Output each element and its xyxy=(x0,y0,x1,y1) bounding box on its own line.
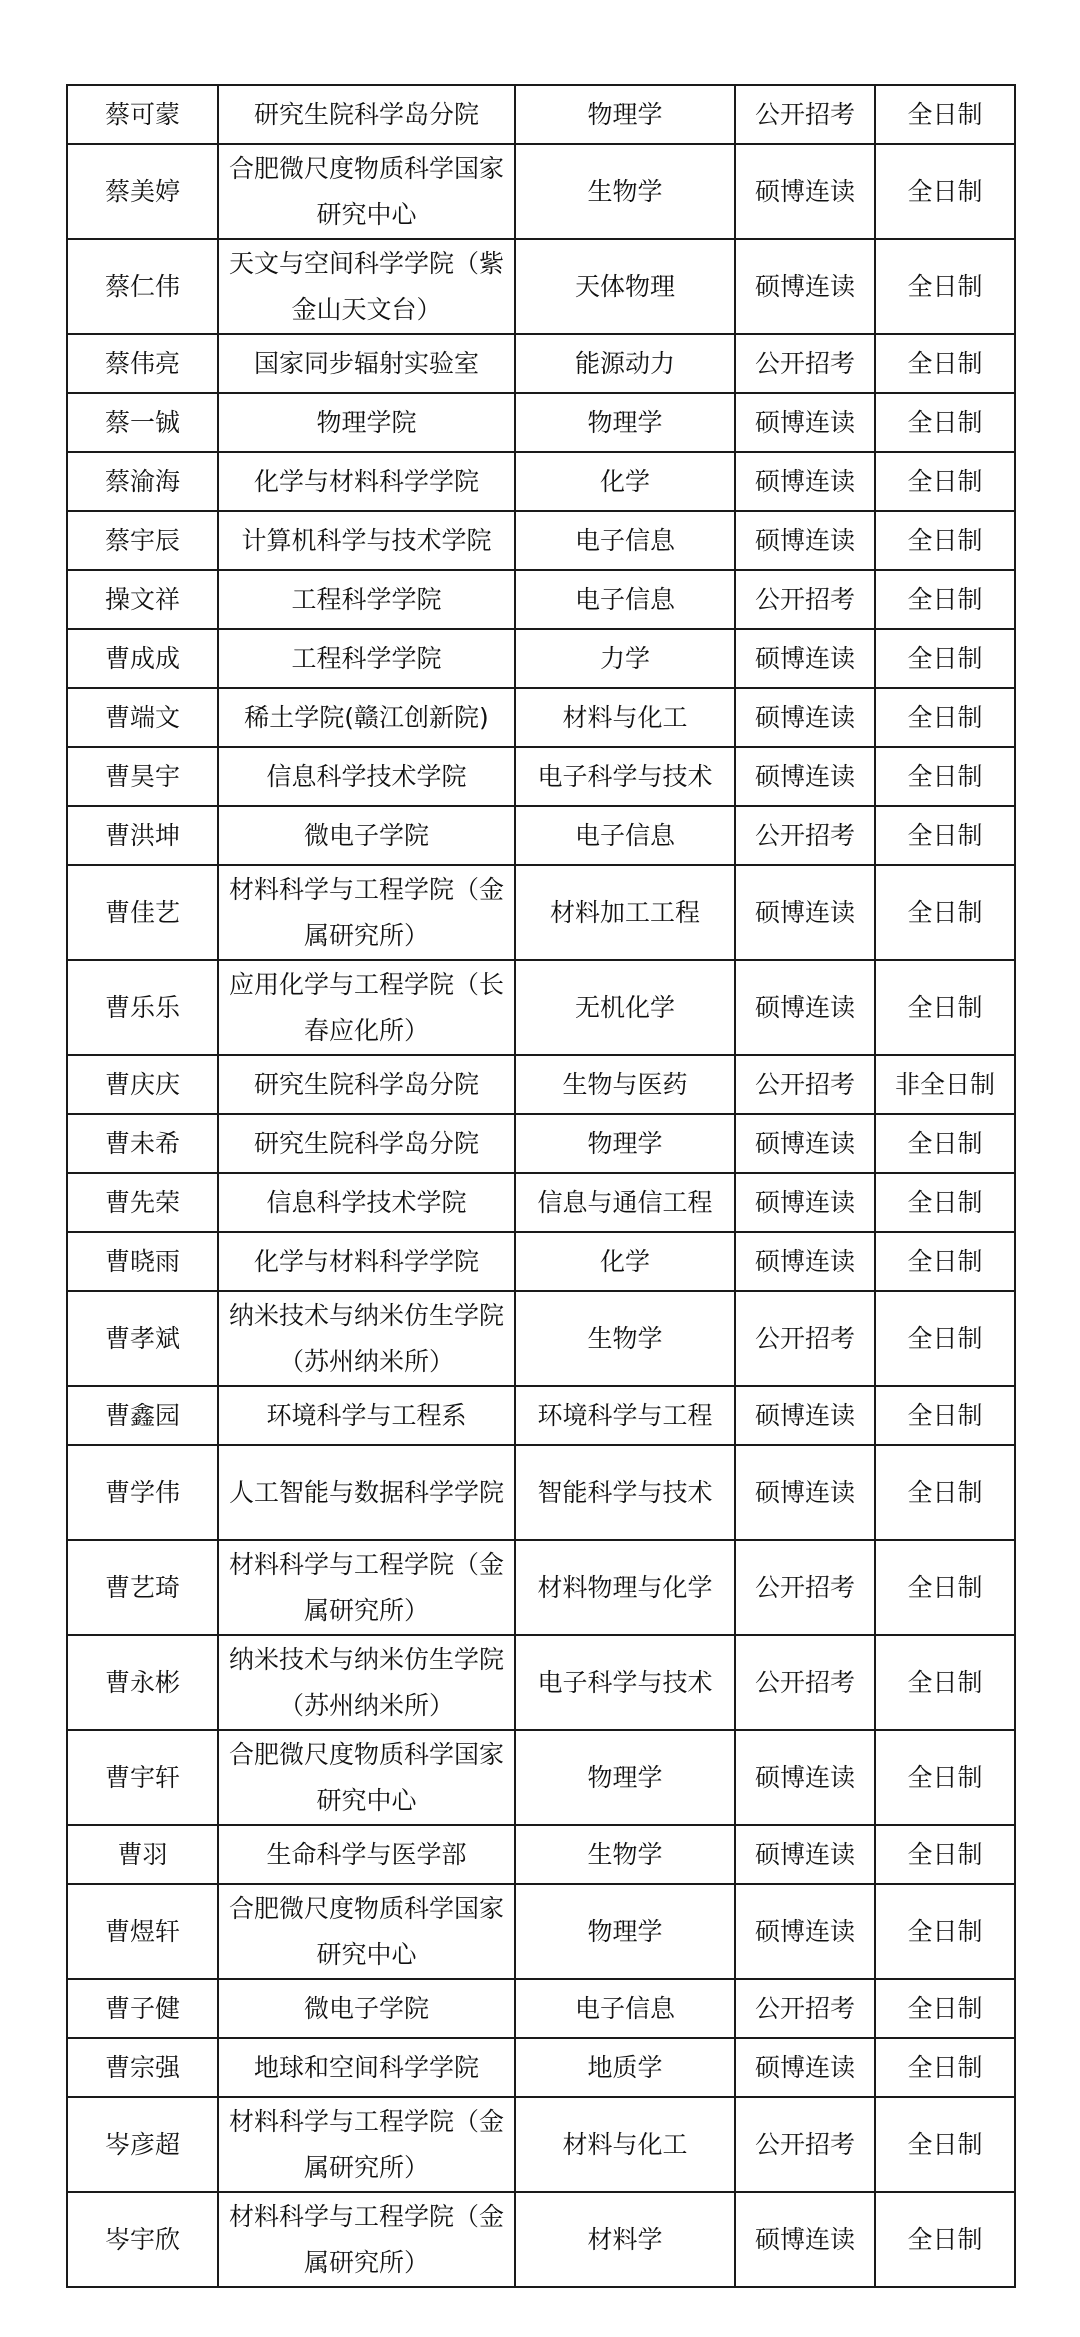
admission-type-cell: 公开招考 xyxy=(735,1540,875,1635)
admission-type-cell: 硕博连读 xyxy=(735,239,875,334)
table-row xyxy=(67,1825,1015,1884)
student-name-cell: 曹子健 xyxy=(67,1979,218,2038)
student-name-cell: 曹学伟 xyxy=(67,1445,218,1540)
table-row xyxy=(67,1114,1015,1173)
major-cell: 材料物理与化学 xyxy=(515,1540,735,1635)
major-cell: 物理学 xyxy=(515,393,735,452)
study-mode-cell: 全日制 xyxy=(875,747,1015,806)
major-cell: 材料与化工 xyxy=(515,688,735,747)
student-name-cell: 曹先荣 xyxy=(67,1173,218,1232)
student-name-cell: 曹端文 xyxy=(67,688,218,747)
institute-cell: 国家同步辐射实验室 xyxy=(218,334,515,393)
major-cell: 无机化学 xyxy=(515,960,735,1055)
institute-cell: 工程科学学院 xyxy=(218,570,515,629)
major-cell: 物理学 xyxy=(515,85,735,144)
admission-type-cell: 公开招考 xyxy=(735,1291,875,1386)
major-cell: 物理学 xyxy=(515,1730,735,1825)
institute-cell: 研究生院科学岛分院 xyxy=(218,1055,515,1114)
study-mode-cell: 全日制 xyxy=(875,1979,1015,2038)
admission-type-cell: 硕博连读 xyxy=(735,1114,875,1173)
major-cell: 电子信息 xyxy=(515,511,735,570)
admission-type-cell: 硕博连读 xyxy=(735,1173,875,1232)
table-row xyxy=(67,747,1015,806)
study-mode-cell: 全日制 xyxy=(875,1232,1015,1291)
study-mode-cell: 全日制 xyxy=(875,1884,1015,1979)
table-row xyxy=(67,1540,1015,1635)
institute-cell: 信息科学技术学院 xyxy=(218,747,515,806)
table-row xyxy=(67,960,1015,1055)
major-cell: 生物学 xyxy=(515,144,735,239)
student-name-cell: 曹庆庆 xyxy=(67,1055,218,1114)
study-mode-cell: 全日制 xyxy=(875,688,1015,747)
table-row xyxy=(67,865,1015,960)
table-row xyxy=(67,806,1015,865)
institute-cell: 计算机科学与技术学院 xyxy=(218,511,515,570)
student-name-cell: 曹永彬 xyxy=(67,1635,218,1730)
student-name-cell: 蔡美婷 xyxy=(67,144,218,239)
student-name-cell: 操文祥 xyxy=(67,570,218,629)
study-mode-cell: 全日制 xyxy=(875,806,1015,865)
admission-type-cell: 硕博连读 xyxy=(735,1730,875,1825)
student-name-cell: 曹宗强 xyxy=(67,2038,218,2097)
table-row xyxy=(67,1730,1015,1825)
institute-cell: 生命科学与医学部 xyxy=(218,1825,515,1884)
student-name-cell: 曹孝斌 xyxy=(67,1291,218,1386)
admission-type-cell: 硕博连读 xyxy=(735,688,875,747)
admission-type-cell: 硕博连读 xyxy=(735,865,875,960)
student-name-cell: 曹艺琦 xyxy=(67,1540,218,1635)
student-name-cell: 曹煜轩 xyxy=(67,1884,218,1979)
table-row xyxy=(67,393,1015,452)
student-name-cell: 曹宇轩 xyxy=(67,1730,218,1825)
institute-cell: 微电子学院 xyxy=(218,806,515,865)
table-row xyxy=(67,629,1015,688)
table-row xyxy=(67,452,1015,511)
institute-cell: 人工智能与数据科学学院 xyxy=(218,1445,515,1540)
admission-type-cell: 硕博连读 xyxy=(735,144,875,239)
study-mode-cell: 全日制 xyxy=(875,1635,1015,1730)
table-body xyxy=(67,85,1015,2287)
study-mode-cell: 非全日制 xyxy=(875,1055,1015,1114)
student-name-cell: 曹成成 xyxy=(67,629,218,688)
major-cell: 化学 xyxy=(515,1232,735,1291)
table-row xyxy=(67,1173,1015,1232)
major-cell: 天体物理 xyxy=(515,239,735,334)
table-row xyxy=(67,1386,1015,1445)
study-mode-cell: 全日制 xyxy=(875,1540,1015,1635)
study-mode-cell: 全日制 xyxy=(875,865,1015,960)
institute-cell: 化学与材料科学学院 xyxy=(218,452,515,511)
table-row xyxy=(67,239,1015,334)
admission-type-cell: 硕博连读 xyxy=(735,2192,875,2287)
major-cell: 生物学 xyxy=(515,1291,735,1386)
admission-type-cell: 硕博连读 xyxy=(735,1445,875,1540)
institute-cell: 物理学院 xyxy=(218,393,515,452)
institute-cell: 合肥微尺度物质科学国家研究中心 xyxy=(218,144,515,239)
major-cell: 力学 xyxy=(515,629,735,688)
admission-type-cell: 硕博连读 xyxy=(735,1825,875,1884)
major-cell: 电子信息 xyxy=(515,570,735,629)
student-name-cell: 曹羽 xyxy=(67,1825,218,1884)
student-name-cell: 曹乐乐 xyxy=(67,960,218,1055)
major-cell: 智能科学与技术 xyxy=(515,1445,735,1540)
study-mode-cell: 全日制 xyxy=(875,629,1015,688)
study-mode-cell: 全日制 xyxy=(875,2097,1015,2192)
admission-type-cell: 硕博连读 xyxy=(735,960,875,1055)
institute-cell: 材料科学与工程学院（金属研究所） xyxy=(218,2097,515,2192)
student-name-cell: 岑彦超 xyxy=(67,2097,218,2192)
institute-cell: 材料科学与工程学院（金属研究所） xyxy=(218,1540,515,1635)
institute-cell: 应用化学与工程学院（长春应化所） xyxy=(218,960,515,1055)
table-row xyxy=(67,688,1015,747)
institute-cell: 天文与空间科学学院（紫金山天文台） xyxy=(218,239,515,334)
table-row xyxy=(67,1055,1015,1114)
major-cell: 地质学 xyxy=(515,2038,735,2097)
student-name-cell: 蔡渝海 xyxy=(67,452,218,511)
admission-type-cell: 硕博连读 xyxy=(735,747,875,806)
study-mode-cell: 全日制 xyxy=(875,570,1015,629)
institute-cell: 研究生院科学岛分院 xyxy=(218,1114,515,1173)
study-mode-cell: 全日制 xyxy=(875,144,1015,239)
institute-cell: 环境科学与工程系 xyxy=(218,1386,515,1445)
student-name-cell: 曹未希 xyxy=(67,1114,218,1173)
study-mode-cell: 全日制 xyxy=(875,452,1015,511)
study-mode-cell: 全日制 xyxy=(875,2038,1015,2097)
study-mode-cell: 全日制 xyxy=(875,1825,1015,1884)
table-row xyxy=(67,511,1015,570)
major-cell: 能源动力 xyxy=(515,334,735,393)
major-cell: 电子信息 xyxy=(515,1979,735,2038)
admission-type-cell: 硕博连读 xyxy=(735,511,875,570)
table-row xyxy=(67,1232,1015,1291)
admission-type-cell: 公开招考 xyxy=(735,570,875,629)
major-cell: 物理学 xyxy=(515,1114,735,1173)
study-mode-cell: 全日制 xyxy=(875,239,1015,334)
study-mode-cell: 全日制 xyxy=(875,1445,1015,1540)
student-name-cell: 曹洪坤 xyxy=(67,806,218,865)
major-cell: 材料加工工程 xyxy=(515,865,735,960)
study-mode-cell: 全日制 xyxy=(875,1173,1015,1232)
study-mode-cell: 全日制 xyxy=(875,2192,1015,2287)
table-row xyxy=(67,1445,1015,1540)
student-name-cell: 曹鑫园 xyxy=(67,1386,218,1445)
major-cell: 物理学 xyxy=(515,1884,735,1979)
admission-type-cell: 公开招考 xyxy=(735,2097,875,2192)
admission-type-cell: 公开招考 xyxy=(735,1979,875,2038)
student-name-cell: 曹晓雨 xyxy=(67,1232,218,1291)
table-row xyxy=(67,570,1015,629)
institute-cell: 纳米技术与纳米仿生学院（苏州纳米所） xyxy=(218,1635,515,1730)
student-name-cell: 蔡可蒙 xyxy=(67,85,218,144)
student-name-cell: 蔡宇辰 xyxy=(67,511,218,570)
admission-type-cell: 硕博连读 xyxy=(735,1884,875,1979)
admission-type-cell: 硕博连读 xyxy=(735,2038,875,2097)
study-mode-cell: 全日制 xyxy=(875,1730,1015,1825)
table-row xyxy=(67,334,1015,393)
admission-type-cell: 硕博连读 xyxy=(735,1386,875,1445)
institute-cell: 材料科学与工程学院（金属研究所） xyxy=(218,2192,515,2287)
admission-type-cell: 公开招考 xyxy=(735,85,875,144)
institute-cell: 稀土学院(赣江创新院) xyxy=(218,688,515,747)
table-row xyxy=(67,2038,1015,2097)
table-row xyxy=(67,85,1015,144)
major-cell: 材料与化工 xyxy=(515,2097,735,2192)
institute-cell: 化学与材料科学学院 xyxy=(218,1232,515,1291)
study-mode-cell: 全日制 xyxy=(875,1291,1015,1386)
study-mode-cell: 全日制 xyxy=(875,1114,1015,1173)
institute-cell: 工程科学学院 xyxy=(218,629,515,688)
student-name-cell: 岑宇欣 xyxy=(67,2192,218,2287)
institute-cell: 合肥微尺度物质科学国家研究中心 xyxy=(218,1884,515,1979)
major-cell: 生物学 xyxy=(515,1825,735,1884)
student-name-cell: 曹佳艺 xyxy=(67,865,218,960)
institute-cell: 研究生院科学岛分院 xyxy=(218,85,515,144)
student-table xyxy=(66,84,1016,2288)
admission-type-cell: 硕博连读 xyxy=(735,393,875,452)
admission-type-cell: 公开招考 xyxy=(735,334,875,393)
major-cell: 电子科学与技术 xyxy=(515,747,735,806)
major-cell: 生物与医药 xyxy=(515,1055,735,1114)
table-row xyxy=(67,1635,1015,1730)
major-cell: 电子科学与技术 xyxy=(515,1635,735,1730)
table-row xyxy=(67,1979,1015,2038)
study-mode-cell: 全日制 xyxy=(875,1386,1015,1445)
admission-type-cell: 公开招考 xyxy=(735,806,875,865)
admission-type-cell: 公开招考 xyxy=(735,1055,875,1114)
major-cell: 信息与通信工程 xyxy=(515,1173,735,1232)
study-mode-cell: 全日制 xyxy=(875,85,1015,144)
student-name-cell: 蔡伟亮 xyxy=(67,334,218,393)
study-mode-cell: 全日制 xyxy=(875,393,1015,452)
table-row xyxy=(67,1884,1015,1979)
institute-cell: 材料科学与工程学院（金属研究所） xyxy=(218,865,515,960)
table-row xyxy=(67,2097,1015,2192)
major-cell: 化学 xyxy=(515,452,735,511)
study-mode-cell: 全日制 xyxy=(875,334,1015,393)
institute-cell: 地球和空间科学学院 xyxy=(218,2038,515,2097)
institute-cell: 微电子学院 xyxy=(218,1979,515,2038)
admission-type-cell: 硕博连读 xyxy=(735,452,875,511)
study-mode-cell: 全日制 xyxy=(875,511,1015,570)
admission-type-cell: 公开招考 xyxy=(735,1635,875,1730)
roster-sheet xyxy=(66,84,1014,2288)
table-row xyxy=(67,2192,1015,2287)
major-cell: 环境科学与工程 xyxy=(515,1386,735,1445)
table-row xyxy=(67,1291,1015,1386)
student-name-cell: 曹昊宇 xyxy=(67,747,218,806)
admission-type-cell: 硕博连读 xyxy=(735,629,875,688)
student-name-cell: 蔡仁伟 xyxy=(67,239,218,334)
admission-type-cell: 硕博连读 xyxy=(735,1232,875,1291)
major-cell: 电子信息 xyxy=(515,806,735,865)
study-mode-cell: 全日制 xyxy=(875,960,1015,1055)
institute-cell: 信息科学技术学院 xyxy=(218,1173,515,1232)
student-name-cell: 蔡一铖 xyxy=(67,393,218,452)
table-row xyxy=(67,144,1015,239)
institute-cell: 合肥微尺度物质科学国家研究中心 xyxy=(218,1730,515,1825)
institute-cell: 纳米技术与纳米仿生学院（苏州纳米所） xyxy=(218,1291,515,1386)
major-cell: 材料学 xyxy=(515,2192,735,2287)
